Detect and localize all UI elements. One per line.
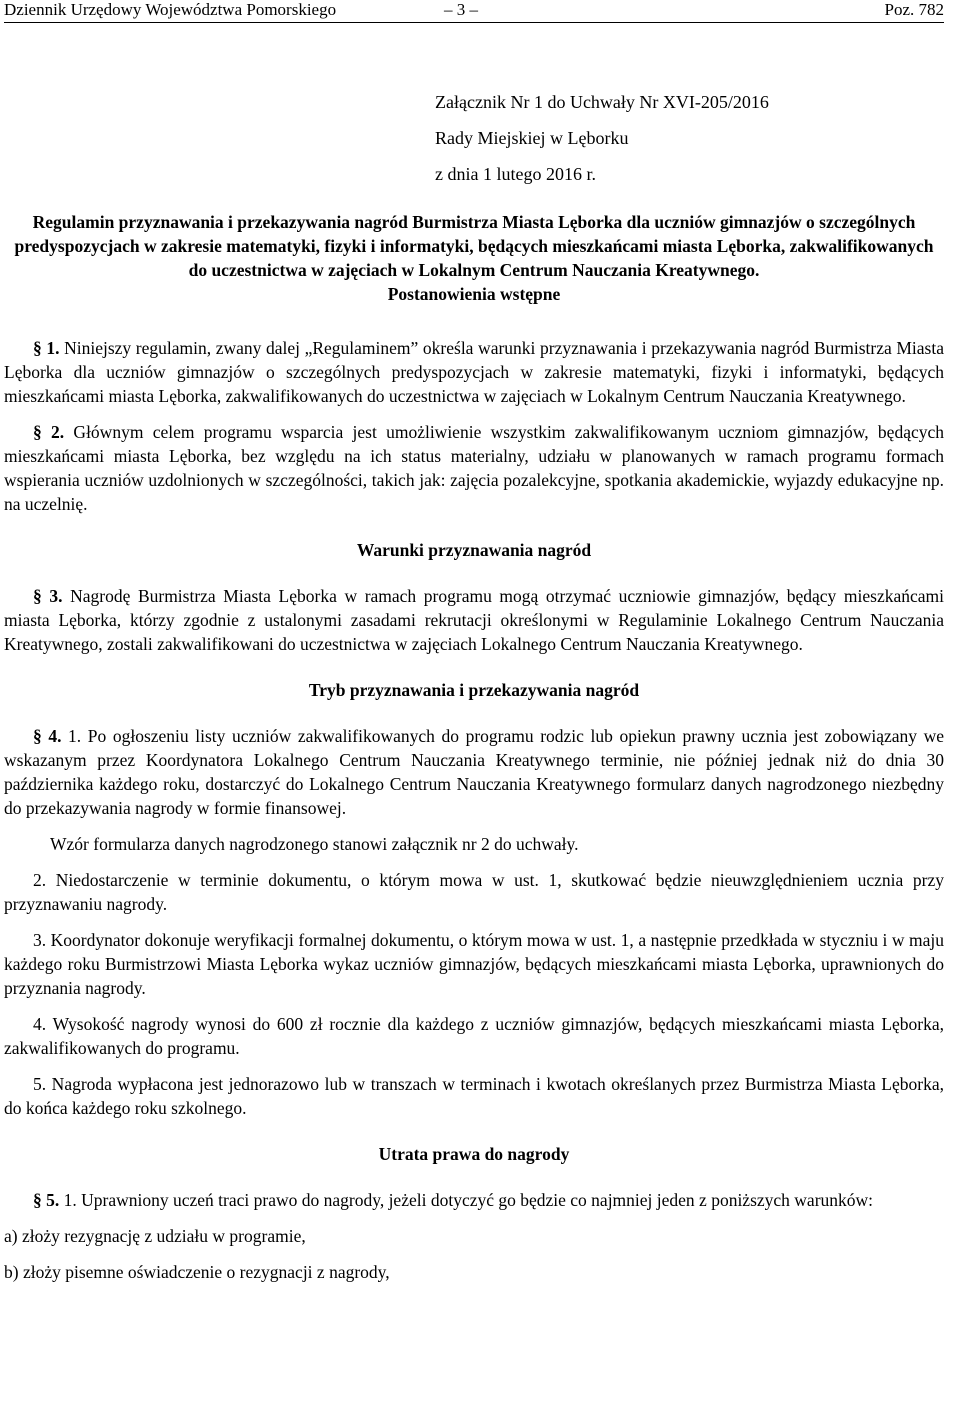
- paragraph-2: [4, 420, 944, 516]
- header-divider: [4, 22, 944, 23]
- paragraph-4: [4, 724, 944, 820]
- journal-name: Dziennik Urzędowy Województwa Pomorskiego: [4, 0, 337, 19]
- attachment-line-3: z dnia 1 lutego 2016 r.: [435, 164, 596, 184]
- page-number: – 3 –: [444, 0, 478, 19]
- paragraph-4-text: 1. Po ogłoszeniu listy uczniów zakwalifikowanych do programu rodzic lub opiekun prawny ucznia jest zobowiązany we wskazanym przez Koordynatora Lokalnego Centrum Nauczania Kreatywnego terminie, nie później jednak niż do dnia 30 października każdego roku, dostarczyć do Lokalnego Centrum Nauczania Kreatywnego formularz danych nagrodzonego niezbędny do przekazywania nagrody w formie finansowej.: [4, 726, 944, 818]
- paragraph-1-text: Niniejszy regulamin, zwany dalej „Regulaminem” określa warunki przyznawania i przekazywania nagród Burmistrza Miasta Lęborka dla uczniów gimnazjów o szczególnych predyspozycjach w zakresie matematyki, fizyki i informatyki, będących mieszkańcami miasta Lęborka, zakwalifikowanych do uczestnictwa w zajęciach w Lokalnym Centrum Nauczania Kreatywnego.: [4, 338, 944, 406]
- paragraph-2-number: § 2.: [33, 422, 65, 442]
- section-heading-conditions: Warunki przyznawania nagród: [356, 540, 592, 560]
- attachment-line-2: Rady Miejskiej w Lęborku: [435, 128, 629, 148]
- paragraph-4-point-2: 2. Niedostarczenie w terminie dokumentu, o którym mowa w ust. 1, skutkować będzie nieuwzględnieniem ucznia przy przyznawaniu nagrody.: [4, 870, 944, 914]
- paragraph-5-number: § 5.: [33, 1190, 60, 1210]
- attachment-line-1: Załącznik Nr 1 do Uchwały Nr XVI-205/2016: [435, 92, 769, 112]
- regulation-title: Regulamin przyznawania i przekazywania nagród Burmistrza Miasta Lęborka dla uczniów gimnazjów o szczególnych predyspozycjach w zakresie matematyki, fizyki i informatyki, będących mieszkańcami miasta Lęborka, zakwalifikowanych do uczestnictwa w zajęciach w Lokalnym Centrum Nauczania Kreatywnego.: [14, 212, 934, 280]
- paragraph-4-point-5: 5. Nagroda wypłacona jest jednorazowo lub w transzach w terminach i kwotach określanych przez Burmistrza Miasta Lęborka, do końca każdego roku szkolnego.: [4, 1074, 944, 1118]
- section-heading-procedure: Tryb przyznawania i przekazywania nagród: [308, 680, 640, 700]
- position-number: Poz. 782: [884, 0, 944, 19]
- paragraph-3: [4, 584, 944, 656]
- paragraph-5-item-a: a) złoży rezygnację z udziału w programie,: [4, 1226, 306, 1246]
- paragraph-2-text: Głównym celem programu wsparcia jest umożliwienie wszystkim zakwalifikowanym uczniom gimnazjów, będących mieszkańcami miasta Lęborka, bez względu na ich status materialny, udziału w planowanych w ramach programu formach wspierania uczniów uzdolnionych w szczególności, takich jak: zajęcia pozalekcyjne, spotkania akademickie, wyjazdy edukacyjne np. na uczelnię.: [4, 422, 944, 514]
- paragraph-1: [4, 336, 944, 408]
- paragraph-4-number: § 4.: [33, 726, 62, 746]
- paragraph-5-item-b: b) złoży pisemne oświadczenie o rezygnacji z nagrody,: [4, 1262, 390, 1282]
- paragraph-5: [4, 1188, 944, 1212]
- paragraph-4-form-note: Wzór formularza danych nagrodzonego stanowi załącznik nr 2 do uchwały.: [50, 834, 579, 854]
- paragraph-3-number: § 3.: [33, 586, 63, 606]
- section-heading-loss: Utrata prawa do nagrody: [378, 1144, 570, 1164]
- attachment-block: [435, 84, 944, 192]
- document-page: [4, 0, 944, 1284]
- paragraph-5-text: 1. Uprawniony uczeń traci prawo do nagrody, jeżeli dotyczyć go będzie co najmniej jeden z poniższych warunków:: [59, 1190, 874, 1210]
- paragraph-3-text: Nagrodę Burmistrza Miasta Lęborka w ramach programu mogą otrzymać uczniowie gimnazjów, będący mieszkańcami miasta Lęborka, którzy zgodnie z ustalonymi zasadami rekrutacji określonymi w Regulaminie Lokalnego Centrum Nauczania Kreatywnego, zostali zakwalifikowani do uczestnictwa w zajęciach Lokalnego Centrum Nauczania Kreatywnego.: [4, 586, 944, 654]
- paragraph-4-point-3: 3. Koordynator dokonuje weryfikacji formalnej dokumentu, o którym mowa w ust. 1, a następnie przedkłada w styczniu i w maju każdego roku Burmistrzowi Miasta Lęborka wykaz uczniów gimnazjów, będących mieszkańcami miasta Lęborka, uprawnionych do przyznania nagrody.: [4, 930, 944, 998]
- paragraph-4-point-4: 4. Wysokość nagrody wynosi do 600 zł rocznie dla każdego z uczniów gimnazjów, będących mieszkańcami miasta Lęborka, zakwalifikowanych do programu.: [4, 1014, 944, 1058]
- page-header: [4, 0, 944, 24]
- section-heading-intro: Postanowienia wstępne: [387, 284, 561, 304]
- paragraph-1-number: § 1.: [33, 338, 60, 358]
